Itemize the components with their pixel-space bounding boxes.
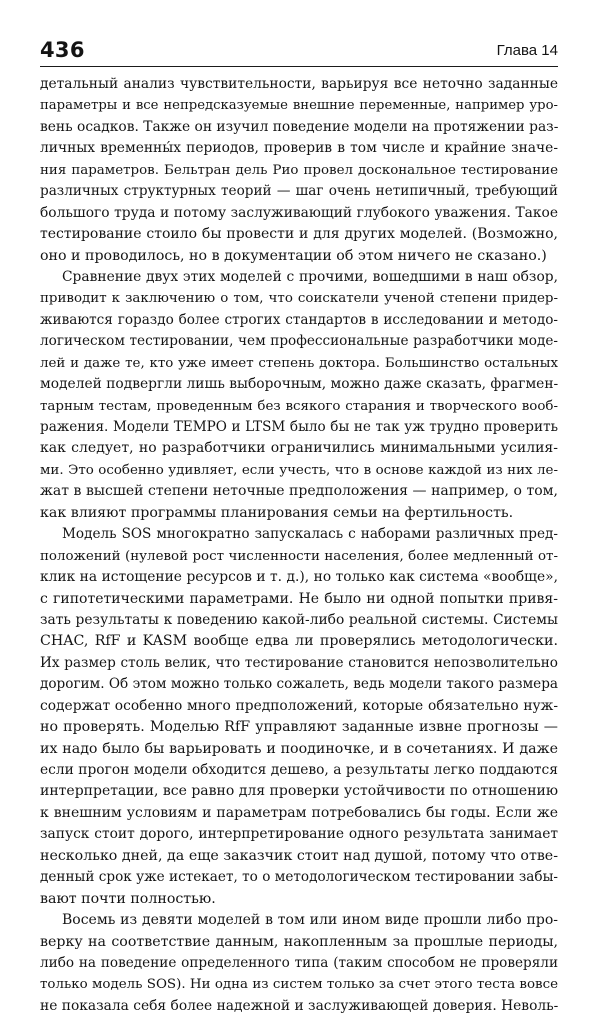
text-line: детальный анализ чувствительности, варьируя все неточно заданные [40,76,558,92]
text-line: запуск стоит дорого, интерпретирование одного результата занимает [40,826,558,843]
chapter-title: Глава 14 [496,42,558,59]
text-line: лей и даже те, кто уже имеет степень доктора. Большинство остальных [40,355,558,371]
text-line: живаются гораздо более строгих стандартов в исследовании и методо- [40,311,558,328]
text-line: только модель SOS). Ни одна из систем только за счет этого теста вовсе [40,977,558,993]
text-line: Их размер столь велик, что тестирование становится непозволительно [40,654,558,671]
header-rule [40,66,558,67]
text-line: как влияют программы планирования семьи на фертильность. [40,504,514,521]
text-line: интерпретации, все равно для проверки устойчивости по отношению [40,783,558,800]
text-line: несколько дней, да еще заказчик стоит над душой, потому что отве- [40,847,558,864]
text-line: но проверять. Моделью RfF управляют заданные извне прогнозы — [40,719,558,736]
text-line: логическом тестировании, чем профессиональные разработчики моде- [40,333,558,350]
text-line: с гипотетическими параметрами. Не было ни одной попытки привя- [40,590,558,607]
text-line: денный срок уже истекает, то о методологическом тестировании забы- [40,869,558,886]
text-line: Сравнение двух этих моделей с прочими, вошедшими в наш обзор, [62,268,558,285]
text-line: Модель SOS многократно запускалась с наборами различных пред- [62,526,558,543]
text-line: вают почти полностью. [40,890,216,907]
text-line: ражения. Модели TEMPO и LTSM было бы не так уж трудно проверить [40,419,558,435]
text-line: вень осадков. Также он изучил поведение модели на протяжении раз- [40,118,558,135]
text-line: либо на поведение определенного типа (таким способом не проверяли [40,954,558,971]
page-header [40,38,558,64]
text-line: оно и проводилось, но в документации об этом ничего не сказано.) [40,247,547,264]
text-line: Восемь из девяти моделей в том или ином виде прошли либо про- [62,912,558,929]
text-line: жат в высшей степени неточные предположения — например, о том, [40,483,558,500]
text-line: моделей подвергли лишь выборочным, можно даже сказать, фрагмен- [40,376,558,393]
text-line: их надо было бы варьировать и поодиночке, и в сочетаниях. И даже [40,740,558,757]
text-line: клик на истощение ресурсов и т. д.), но только как система «вообще», [40,569,558,586]
text-line: CHAC, RfF и KASM вообще едва ли проверялись методологически. [40,633,558,650]
text-line: содержат особенно много предположений, которые обязательно нуж- [40,697,558,714]
text-line: положений (нулевой рост численности населения, более медленный от- [40,548,558,564]
text-line: личных временны́х периодов, проверив в том числе и крайние значе- [40,140,558,157]
text-line: если прогон модели обходится дешево, а результаты легко поддаются [40,762,558,778]
text-line: тестирование стоило бы провести и для других моделей. (Возможно, [40,226,558,243]
body-text [40,74,558,1017]
text-line: различных структурных теорий — шаг очень нетипичный, требующий [40,183,558,200]
text-line: как следует, но разработчики ограничились минимальными усилия- [40,440,558,457]
text-line: большого труда и потому заслуживающий глубокого уважения. Такое [40,204,558,221]
text-line: дорогим. Об этом можно только сожалеть, ведь модели такого размера [40,676,558,693]
page-number: 436 [40,38,85,62]
text-line: не показала себя более надежной и заслуживающей доверия. Неволь- [40,997,558,1014]
text-line: параметры и все непредсказуемые внешние переменные, например уро- [40,98,558,114]
text-line: верку на соответствие данным, накопленным за прошлые периоды, [40,933,558,950]
text-line: ми. Это особенно удивляет, если учесть, что в основе каждой из них ле- [40,462,558,478]
text-line: к внешним условиям и параметрам потребовались бы годы. Если же [40,804,558,821]
text-line: ния параметров. Бельтран дель Рио провел доскональное тестирование [40,162,558,178]
text-line: приводит к заключению о том, что соискатели ученой степени придер- [40,291,558,307]
text-line: тарным тестам, проведенным без всякого старания и творческого вооб- [40,398,558,414]
text-line: зать результаты к поведению какой-либо реальной системы. Системы [40,611,558,628]
